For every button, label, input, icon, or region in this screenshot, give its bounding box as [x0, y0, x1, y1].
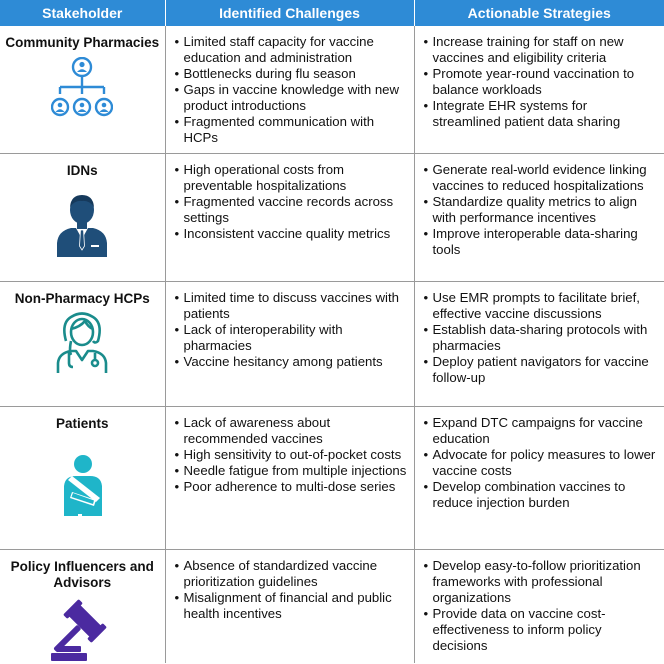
- list-item: • Establish data-sharing protocols with pharmacies: [433, 322, 659, 354]
- table-row: [0, 550, 664, 664]
- challenges-cell: [165, 154, 414, 282]
- stakeholder-name: Patients: [55, 416, 109, 431]
- list-item: • Generate real-world evidence linking vaccines to reduced hospitalizations: [433, 162, 659, 194]
- challenges-list: [166, 282, 414, 370]
- list-item: • Fragmented communication with HCPs: [184, 114, 408, 146]
- list-item: • Promote year-round vaccination to balance workloads: [433, 66, 659, 98]
- stakeholder-name: Community Pharmacies: [5, 35, 160, 50]
- list-item: • Increase training for staff on new vaccines and eligibility criteria: [433, 34, 659, 66]
- stakeholder-cell: [0, 154, 165, 282]
- strategies-list: [415, 282, 664, 386]
- list-item: • Advocate for policy measures to lower vaccine costs: [433, 447, 659, 479]
- strategies-list: [415, 26, 664, 130]
- list-item: • Inconsistent vaccine quality metrics: [184, 226, 408, 242]
- org-chart-icon: [51, 57, 113, 119]
- gavel-icon: [49, 599, 115, 663]
- list-item: • Integrate EHR systems for streamlined patient data sharing: [433, 98, 659, 130]
- list-item: • Limited time to discuss vaccines with patients: [184, 290, 408, 322]
- businessman-icon: [55, 193, 109, 257]
- list-item: • Improve interoperable data-sharing tools: [433, 226, 659, 258]
- challenges-cell: [165, 407, 414, 550]
- list-item: • Needle fatigue from multiple injections: [184, 463, 408, 479]
- strategies-list: [415, 154, 664, 258]
- strategies-cell: [414, 282, 664, 407]
- table-row: [0, 154, 664, 282]
- list-item: • High sensitivity to out-of-pocket costs: [184, 447, 408, 463]
- list-item: • Poor adherence to multi-dose series: [184, 479, 408, 495]
- table-row: [0, 26, 664, 154]
- stakeholder-cell: [0, 26, 165, 154]
- challenges-list: [166, 550, 414, 622]
- list-item: • Lack of awareness about recommended vaccines: [184, 415, 408, 447]
- header-challenges: Identified Challenges: [165, 0, 414, 26]
- challenges-cell: [165, 282, 414, 407]
- list-item: • Limited staff capacity for vaccine education and administration: [184, 34, 408, 66]
- list-item: • Gaps in vaccine knowledge with new product introductions: [184, 82, 408, 114]
- list-item: • Develop easy-to-follow prioritization frameworks with professional organizations: [433, 558, 659, 606]
- list-item: • Standardize quality metrics to align with performance incentives: [433, 194, 659, 226]
- table-row: [0, 407, 664, 550]
- stakeholder-cell: [0, 550, 165, 664]
- stakeholder-name: Non-Pharmacy HCPs: [14, 291, 150, 306]
- list-item: • Deploy patient navigators for vaccine follow-up: [433, 354, 659, 386]
- header-row: [0, 0, 664, 26]
- list-item: • Absence of standardized vaccine prioritization guidelines: [184, 558, 408, 590]
- stakeholder-name: Policy Influencers and Advisors: [10, 559, 154, 590]
- stakeholder-cell: [0, 282, 165, 407]
- challenges-list: [166, 407, 414, 495]
- challenges-cell: [165, 26, 414, 154]
- list-item: • Develop combination vaccines to reduce injection burden: [433, 479, 659, 511]
- strategies-cell: [414, 550, 664, 664]
- strategies-cell: [414, 154, 664, 282]
- strategies-list: [415, 407, 664, 511]
- patient-sling-icon: [56, 454, 108, 520]
- list-item: • Expand DTC campaigns for vaccine education: [433, 415, 659, 447]
- header-strategies: Actionable Strategies: [414, 0, 664, 26]
- doctor-icon: [55, 311, 109, 373]
- list-item: • High operational costs from preventable hospitalizations: [184, 162, 408, 194]
- stakeholder-name: IDNs: [66, 163, 98, 178]
- challenges-list: [166, 26, 414, 146]
- header-stakeholder: Stakeholder: [0, 0, 165, 26]
- strategies-list: [415, 550, 664, 654]
- list-item: • Bottlenecks during flu season: [184, 66, 408, 82]
- strategies-cell: [414, 26, 664, 154]
- challenges-list: [166, 154, 414, 242]
- list-item: • Vaccine hesitancy among patients: [184, 354, 408, 370]
- list-item: • Lack of interoperability with pharmacies: [184, 322, 408, 354]
- challenges-cell: [165, 550, 414, 664]
- stakeholder-cell: [0, 407, 165, 550]
- list-item: • Provide data on vaccine cost-effectiveness to inform policy decisions: [433, 606, 659, 654]
- list-item: • Use EMR prompts to facilitate brief, effective vaccine discussions: [433, 290, 659, 322]
- table-row: [0, 282, 664, 407]
- list-item: • Fragmented vaccine records across settings: [184, 194, 408, 226]
- strategies-cell: [414, 407, 664, 550]
- list-item: • Misalignment of financial and public health incentives: [184, 590, 408, 622]
